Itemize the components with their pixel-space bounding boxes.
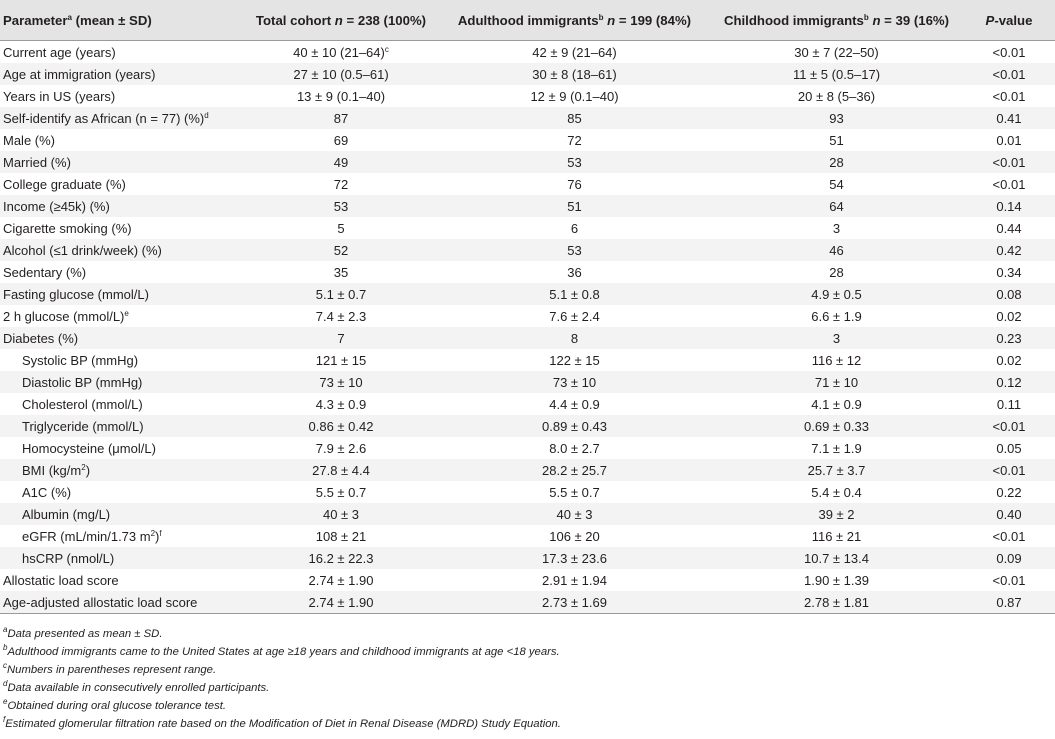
- cell-total: 87: [243, 107, 439, 129]
- cell-adulthood: 72: [567, 132, 582, 148]
- cell-total: 5: [337, 220, 345, 236]
- cell-adulthood: 30 ± 8 (18–61): [439, 63, 710, 85]
- cell-pvalue: 0.11: [996, 396, 1022, 412]
- table-row: [0, 85, 1055, 107]
- cell-pvalue: <0.01: [992, 572, 1026, 588]
- table-row: [0, 547, 1055, 569]
- cell-parameter: Albumin (mg/L): [0, 503, 243, 525]
- cell-total: 7.4 ± 2.3: [315, 308, 367, 324]
- cell-pvalue: 0.02: [996, 352, 1022, 368]
- header-total: Total cohort n = 238 (100%): [243, 0, 439, 41]
- cell-pvalue: <0.01: [992, 88, 1026, 104]
- cell-adulthood: 40 ± 3: [439, 503, 710, 525]
- cell-childhood: 10.7 ± 13.4: [710, 547, 963, 569]
- cell-pvalue: <0.01: [963, 63, 1055, 85]
- cell-parameter: Allostatic load score: [3, 572, 119, 588]
- cell-pvalue: 0.02: [996, 308, 1022, 324]
- cell-pvalue: 0.12: [963, 371, 1055, 393]
- table-row: [0, 283, 1055, 305]
- table-row: [0, 459, 1055, 481]
- cell-parameter: hsCRP (nmol/L): [0, 547, 243, 569]
- cell-childhood: 3: [832, 220, 841, 236]
- cell-pvalue: 0.14: [963, 195, 1055, 217]
- cell-total: 4.3 ± 0.9: [315, 396, 367, 412]
- footnote: $^e$Obtained during oral glucose tolerance test.: [3, 697, 226, 712]
- table-row: [0, 107, 1055, 129]
- cell-childhood: 54: [829, 176, 844, 192]
- cell-pvalue: 0.08: [963, 283, 1055, 305]
- table-row: [0, 173, 1055, 195]
- cell-pvalue: 0.05: [996, 440, 1022, 456]
- cell-adulthood: 7.6 ± 2.4: [549, 308, 600, 324]
- cell-parameter: Current age (years): [3, 44, 116, 60]
- cell-adulthood: 122 ± 15: [549, 352, 600, 368]
- table-row: [0, 129, 1055, 151]
- cell-parameter: Male (%): [3, 132, 56, 148]
- table-row: [0, 525, 1055, 547]
- cell-pvalue: <0.01: [992, 44, 1026, 60]
- header-pvalue: P-value: [963, 0, 1055, 41]
- cell-parameter: Systolic BP (mmHg): [22, 352, 139, 368]
- cell-childhood: 46: [710, 239, 963, 261]
- cell-total: 5.1 ± 0.7: [243, 283, 439, 305]
- cell-pvalue: 0.41: [963, 107, 1055, 129]
- footnotes: [3, 625, 561, 733]
- cell-total: 27.8 ± 4.4: [243, 459, 439, 481]
- cell-adulthood: 5.5 ± 0.7: [549, 484, 600, 500]
- table-row: [0, 349, 1055, 371]
- cell-adulthood: 76: [567, 176, 582, 192]
- cell-adulthood: 53: [439, 239, 710, 261]
- table-row: [0, 195, 1055, 217]
- cell-adulthood: 28.2 ± 25.7: [439, 459, 710, 481]
- cell-pvalue: <0.01: [963, 459, 1055, 481]
- cell-pvalue: 0.01: [996, 132, 1022, 148]
- cell-adulthood: 85: [439, 107, 710, 129]
- cell-pvalue: 0.40: [963, 503, 1055, 525]
- cell-adulthood: 51: [439, 195, 710, 217]
- cell-childhood: 28: [829, 264, 844, 280]
- table-row: [0, 503, 1055, 525]
- cell-parameter: Cigarette smoking (%): [3, 220, 132, 236]
- table-row: [0, 437, 1055, 459]
- cell-childhood: 4.9 ± 0.5: [710, 283, 963, 305]
- table-row: [0, 151, 1055, 173]
- header-parameter: Parameter$^a$ (mean ± SD): [0, 0, 243, 41]
- cell-adulthood: 2.73 ± 1.69: [439, 591, 710, 614]
- cell-childhood: 71 ± 10: [710, 371, 963, 393]
- table-row: [0, 63, 1055, 85]
- cell-childhood: 30 ± 7 (22–50): [794, 44, 879, 60]
- cell-childhood: 0.69 ± 0.33: [710, 415, 963, 437]
- cell-total: 73 ± 10: [243, 371, 439, 393]
- cell-parameter: A1C (%): [22, 484, 72, 500]
- cell-parameter: Married (%): [0, 151, 243, 173]
- cell-pvalue: 0.87: [963, 591, 1055, 614]
- cell-parameter: 2 h glucose (mmol/L)$^e$: [3, 308, 129, 324]
- cell-total: 27 ± 10 (0.5–61): [243, 63, 439, 85]
- cell-adulthood: 0.89 ± 0.43: [439, 415, 710, 437]
- cell-adulthood: 5.1 ± 0.8: [439, 283, 710, 305]
- cell-adulthood: 36: [567, 264, 582, 280]
- cell-pvalue: 0.42: [963, 239, 1055, 261]
- cell-parameter: College graduate (%): [3, 176, 126, 192]
- cell-pvalue: <0.01: [992, 528, 1026, 544]
- cell-total: 5.5 ± 0.7: [315, 484, 367, 500]
- cell-total: 2.74 ± 1.90: [243, 591, 439, 614]
- table-row: [0, 261, 1055, 283]
- cell-parameter: eGFR (mL/min/1.73 $m^2)^f$: [22, 528, 162, 544]
- header-adulthood: Adulthood immigrants$^b$ n = 199 (84%): [439, 0, 710, 41]
- cell-parameter: Self-identify as African (n = 77) (%)$^d$: [0, 107, 243, 129]
- cell-pvalue: 0.34: [996, 264, 1022, 280]
- cell-childhood: 51: [829, 132, 844, 148]
- table-row: [0, 217, 1055, 239]
- cell-adulthood: 17.3 ± 23.6: [439, 547, 710, 569]
- table-row: [0, 415, 1055, 437]
- table-row: [0, 371, 1055, 393]
- cell-pvalue: 0.23: [963, 327, 1055, 349]
- table-body: [0, 41, 1055, 614]
- table-row: [0, 239, 1055, 261]
- table-row: [0, 481, 1055, 503]
- cell-parameter: Alcohol (≤1 drink/week) (%): [0, 239, 243, 261]
- cell-parameter: Income (≥45k) (%): [0, 195, 243, 217]
- cell-childhood: 28: [710, 151, 963, 173]
- cell-childhood: 25.7 ± 3.7: [710, 459, 963, 481]
- table-row: [0, 393, 1055, 415]
- header-childhood: Childhood immigrants$^b$ n = 39 (16%): [710, 0, 963, 41]
- cell-adulthood: 12 ± 9 (0.1–40): [530, 88, 619, 104]
- cell-total: 108 ± 21: [315, 528, 367, 544]
- cell-childhood: 7.1 ± 1.9: [811, 440, 862, 456]
- cell-parameter: Age-adjusted allostatic load score: [0, 591, 243, 614]
- footnote: $^c$Numbers in parentheses represent range.: [3, 661, 217, 676]
- cell-total: 53: [243, 195, 439, 217]
- table-row: [0, 305, 1055, 327]
- cell-childhood: 4.1 ± 0.9: [811, 396, 862, 412]
- cell-parameter: Age at immigration (years): [0, 63, 243, 85]
- footnote: $^d$Data available in consecutively enrolled participants.: [3, 679, 270, 694]
- footnote: $^b$Adulthood immigrants came to the United States at age ≥18 years and childhood immigrants at age <18 years.: [3, 643, 560, 658]
- cell-childhood: 64: [710, 195, 963, 217]
- cell-childhood: 3: [710, 327, 963, 349]
- cell-parameter: Sedentary (%): [3, 264, 87, 280]
- footnote: $^a$Data presented as mean ± SD.: [3, 625, 163, 640]
- cell-parameter: Cholesterol (mmol/L): [22, 396, 143, 412]
- cell-total: 2.74 ± 1.90: [308, 572, 374, 588]
- cell-total: 7: [243, 327, 439, 349]
- cell-childhood: 5.4 ± 0.4: [811, 484, 862, 500]
- cell-childhood: 2.78 ± 1.81: [710, 591, 963, 614]
- cell-total: 16.2 ± 22.3: [243, 547, 439, 569]
- cell-parameter: Homocysteine (μmol/L): [22, 440, 156, 456]
- cell-adulthood: 8.0 ± 2.7: [549, 440, 600, 456]
- cell-total: 49: [243, 151, 439, 173]
- cell-parameter: Diabetes (%): [0, 327, 243, 349]
- cell-childhood: 93: [710, 107, 963, 129]
- cell-childhood: 11 ± 5 (0.5–17): [710, 63, 963, 85]
- table-header: [0, 0, 1055, 41]
- cell-total: 69: [333, 132, 349, 148]
- cell-pvalue: 0.44: [996, 220, 1022, 236]
- cell-total: 52: [243, 239, 439, 261]
- cell-adulthood: 4.4 ± 0.9: [549, 396, 600, 412]
- cell-adulthood: 106 ± 20: [549, 528, 600, 544]
- cell-adulthood: 73 ± 10: [439, 371, 710, 393]
- cell-adulthood: 2.91 ± 1.94: [542, 572, 607, 588]
- cell-adulthood: 6: [570, 220, 579, 236]
- cell-total: 13 ± 9 (0.1–40): [296, 88, 386, 104]
- cell-total: 40 ± 3: [243, 503, 439, 525]
- cell-childhood: 39 ± 2: [710, 503, 963, 525]
- table-row: [0, 41, 1055, 64]
- cell-pvalue: 0.09: [963, 547, 1055, 569]
- cell-total: 35: [333, 264, 349, 280]
- cell-childhood: 116 ± 12: [811, 352, 862, 368]
- table-row: [0, 327, 1055, 349]
- cell-total: 0.86 ± 0.42: [243, 415, 439, 437]
- table-row: [0, 591, 1055, 614]
- footnote: $^f$Estimated glomerular filtration rate based on the Modification of Diet in Renal Disease (MDRD) Study Equation.: [3, 715, 561, 730]
- table-row: [0, 569, 1055, 591]
- cell-childhood: 1.90 ± 1.39: [804, 572, 869, 588]
- cell-total: 121 ± 15: [315, 352, 367, 368]
- cell-pvalue: <0.01: [963, 415, 1055, 437]
- cell-childhood: 6.6 ± 1.9: [811, 308, 862, 324]
- cell-parameter: Diastolic BP (mmHg): [0, 371, 243, 393]
- cell-pvalue: <0.01: [992, 176, 1026, 192]
- cell-total: 72: [333, 176, 349, 192]
- cell-parameter: Fasting glucose (mmol/L): [0, 283, 243, 305]
- cell-pvalue: <0.01: [963, 151, 1055, 173]
- cell-childhood: 116 ± 21: [811, 528, 862, 544]
- cell-parameter: Triglyceride (mmol/L): [0, 415, 243, 437]
- cell-parameter: BMI $(kg/m^2)$: [0, 459, 243, 481]
- cell-childhood: 20 ± 8 (5–36): [797, 88, 876, 104]
- cell-parameter: Years in US (years): [3, 88, 116, 104]
- cell-adulthood: 42 ± 9 (21–64): [532, 44, 617, 60]
- cell-pvalue: 0.22: [996, 484, 1022, 500]
- cell-adulthood: 53: [439, 151, 710, 173]
- cell-adulthood: 8: [439, 327, 710, 349]
- cell-total: 40 ± 10 $(21-64)^c$: [293, 44, 389, 60]
- cell-total: 7.9 ± 2.6: [315, 440, 367, 456]
